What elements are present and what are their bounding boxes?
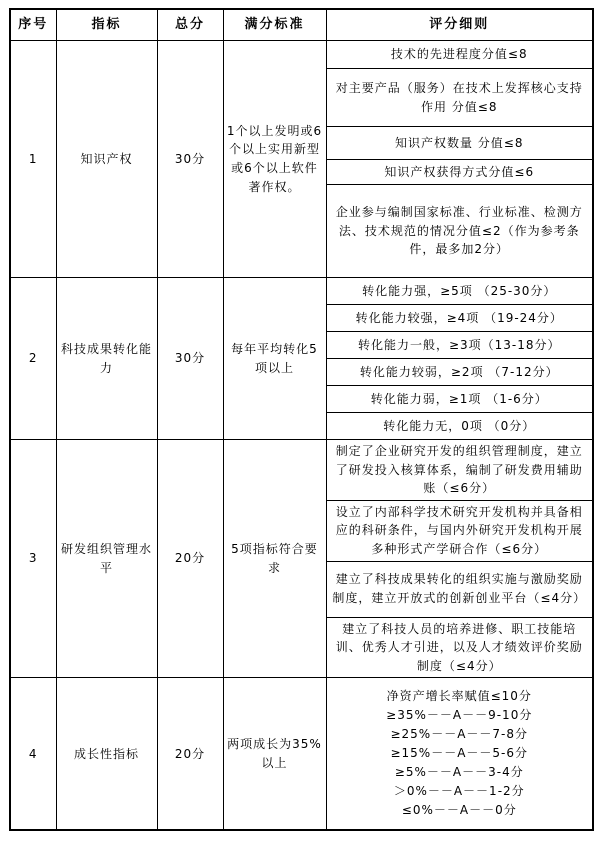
header-indicator: 指标 [56, 9, 157, 41]
detail-line: ≥25%－－A－－7-8分 [390, 727, 529, 742]
standard-cell: 1个以上发明或6个以上实用新型或6个以上软件著作权。 [223, 41, 326, 278]
serial-number-cell: 3 [10, 440, 56, 678]
table-row [10, 678, 593, 831]
serial-number-cell: 4 [10, 678, 56, 831]
indicator-cell: 研发组织管理水平 [56, 440, 157, 678]
standard-cell: 两项成长为35%以上 [223, 678, 326, 831]
detail-cell: 对主要产品（服务）在技术上发挥核心支持作用 分值≤8 [326, 69, 593, 127]
total-score-cell: 30分 [157, 41, 223, 278]
total-score-cell: 20分 [157, 678, 223, 831]
detail-cell: 知识产权数量 分值≤8 [326, 127, 593, 160]
detail-line: ＞0%－－A－－1-2分 [393, 784, 525, 799]
detail-cell: 技术的先进程度分值≤8 [326, 41, 593, 69]
detail-cell: 知识产权获得方式分值≤6 [326, 160, 593, 185]
detail-cell: 设立了内部科学技术研究开发机构并具备相应的科研条件，与国内外研究开发机构开展多种形式产学研合作（≤6分） [326, 500, 593, 561]
detail-cell: 转化能力较弱，≥2项 （7-12分） [326, 359, 593, 386]
detail-cell: 企业参与编制国家标准、行业标准、检测方法、技术规范的情况分值≤2（作为参考条件，最多加2分） [326, 185, 593, 278]
total-score-cell: 20分 [157, 440, 223, 678]
detail-cell: 转化能力弱，≥1项 （1-6分） [326, 386, 593, 413]
detail-cell [326, 678, 593, 831]
serial-number-cell: 2 [10, 278, 56, 440]
detail-line: ≥35%－－A－－9-10分 [386, 708, 533, 723]
scoring-criteria-table [9, 8, 594, 831]
detail-line: 净资产增长率赋值≤10分 [386, 689, 532, 704]
indicator-cell: 科技成果转化能力 [56, 278, 157, 440]
detail-cell: 建立了科技成果转化的组织实施与激励奖励制度，建立开放式的创新创业平台（≤4分） [326, 561, 593, 617]
table-row [10, 41, 593, 69]
header-row [10, 9, 593, 41]
detail-cell: 建立了科技人员的培养进修、职工技能培训、优秀人才引进，以及人才绩效评价奖励制度（≤4分） [326, 617, 593, 678]
detail-line: ≥15%－－A－－5-6分 [390, 746, 529, 761]
detail-line: ≤0%－－A－－0分 [401, 803, 517, 818]
header-total-score: 总分 [157, 9, 223, 41]
detail-cell: 转化能力无，0项 （0分） [326, 413, 593, 440]
standard-cell: 每年平均转化5项以上 [223, 278, 326, 440]
detail-cell: 制定了企业研究开发的组织管理制度，建立了研发投入核算体系，编制了研发费用辅助账（≤6分） [326, 440, 593, 501]
detail-line: ≥5%－－A－－3-4分 [394, 765, 524, 780]
header-serial-number: 序号 [10, 9, 56, 41]
table-row [10, 440, 593, 501]
standard-cell: 5项指标符合要求 [223, 440, 326, 678]
indicator-cell: 成长性指标 [56, 678, 157, 831]
indicator-cell: 知识产权 [56, 41, 157, 278]
header-scoring-details: 评分细则 [326, 9, 593, 41]
serial-number-cell: 1 [10, 41, 56, 278]
detail-cell: 转化能力较强，≥4项 （19-24分） [326, 305, 593, 332]
detail-cell: 转化能力一般，≥3项（13-18分） [326, 332, 593, 359]
detail-cell: 转化能力强，≥5项 （25-30分） [326, 278, 593, 305]
table-row [10, 278, 593, 305]
header-full-score-standard: 满分标准 [223, 9, 326, 41]
total-score-cell: 30分 [157, 278, 223, 440]
